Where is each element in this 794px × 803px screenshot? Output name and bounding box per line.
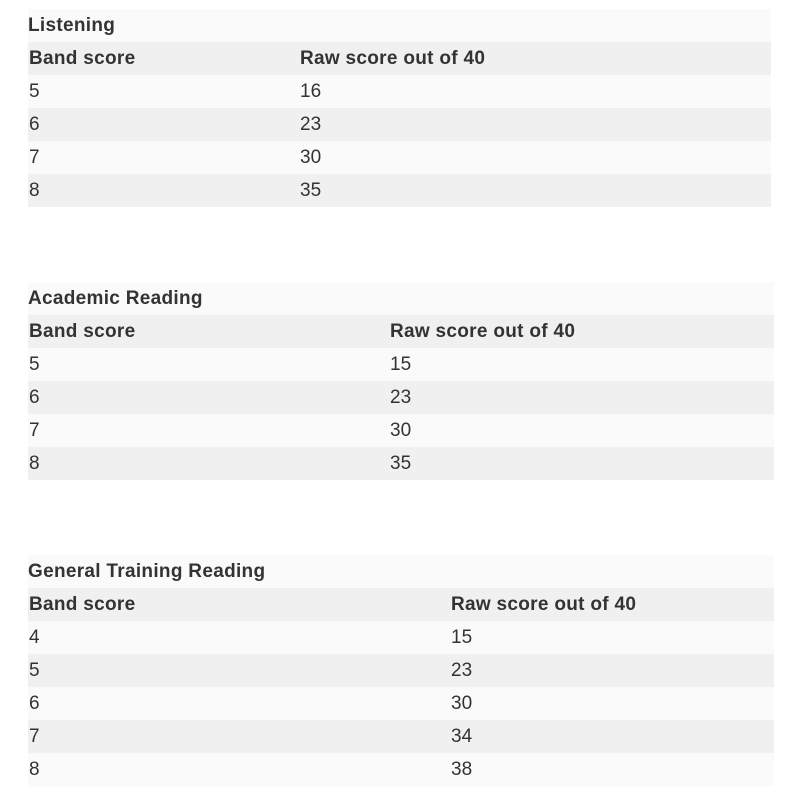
listening-table — [28, 9, 771, 207]
band-score-cell: 6 — [29, 693, 40, 714]
table-row — [28, 75, 771, 108]
table-row — [28, 174, 771, 207]
band-score-cell: 4 — [29, 627, 40, 648]
raw-score-cell: 23 — [451, 660, 473, 681]
table-row — [28, 447, 774, 480]
general-training-reading-table — [28, 555, 774, 786]
band-score-header: Band score — [29, 48, 136, 69]
raw-score-cell: 30 — [390, 420, 412, 441]
raw-score-cell: 35 — [390, 453, 412, 474]
table-title — [28, 9, 771, 42]
raw-score-cell: 15 — [390, 354, 412, 375]
table-row — [28, 108, 771, 141]
table-header-row — [28, 588, 774, 621]
table-row — [28, 414, 774, 447]
band-score-header: Band score — [29, 594, 136, 615]
band-score-cell: 5 — [29, 81, 40, 102]
table-header-row — [28, 42, 771, 75]
band-score-cell: 6 — [29, 114, 40, 135]
academic-reading-table — [28, 282, 774, 480]
band-score-cell: 8 — [29, 759, 40, 780]
table-header-row — [28, 315, 774, 348]
raw-score-cell: 15 — [451, 627, 473, 648]
table-title-text: Listening — [28, 15, 116, 36]
band-score-cell: 6 — [29, 387, 40, 408]
table-row — [28, 687, 774, 720]
raw-score-cell: 16 — [300, 81, 322, 102]
band-score-cell: 5 — [29, 660, 40, 681]
band-score-cell: 5 — [29, 354, 40, 375]
band-score-cell: 7 — [29, 420, 40, 441]
band-score-header: Band score — [29, 321, 136, 342]
table-row — [28, 621, 774, 654]
raw-score-header: Raw score out of 40 — [300, 48, 486, 69]
raw-score-header: Raw score out of 40 — [451, 594, 637, 615]
raw-score-cell: 38 — [451, 759, 473, 780]
table-row — [28, 348, 774, 381]
table-title-text: Academic Reading — [28, 288, 203, 309]
band-score-cell: 8 — [29, 453, 40, 474]
table-row — [28, 654, 774, 687]
table-row — [28, 720, 774, 753]
band-score-cell: 7 — [29, 147, 40, 168]
raw-score-cell: 30 — [451, 693, 473, 714]
raw-score-cell: 23 — [390, 387, 412, 408]
table-title-text: General Training Reading — [28, 561, 266, 582]
raw-score-cell: 30 — [300, 147, 322, 168]
band-score-cell: 7 — [29, 726, 40, 747]
raw-score-cell: 23 — [300, 114, 322, 135]
table-title — [28, 555, 774, 588]
raw-score-cell: 34 — [451, 726, 473, 747]
raw-score-header: Raw score out of 40 — [390, 321, 576, 342]
table-title — [28, 282, 774, 315]
table-row — [28, 141, 771, 174]
raw-score-cell: 35 — [300, 180, 322, 201]
table-row — [28, 753, 774, 786]
band-score-cell: 8 — [29, 180, 40, 201]
table-row — [28, 381, 774, 414]
